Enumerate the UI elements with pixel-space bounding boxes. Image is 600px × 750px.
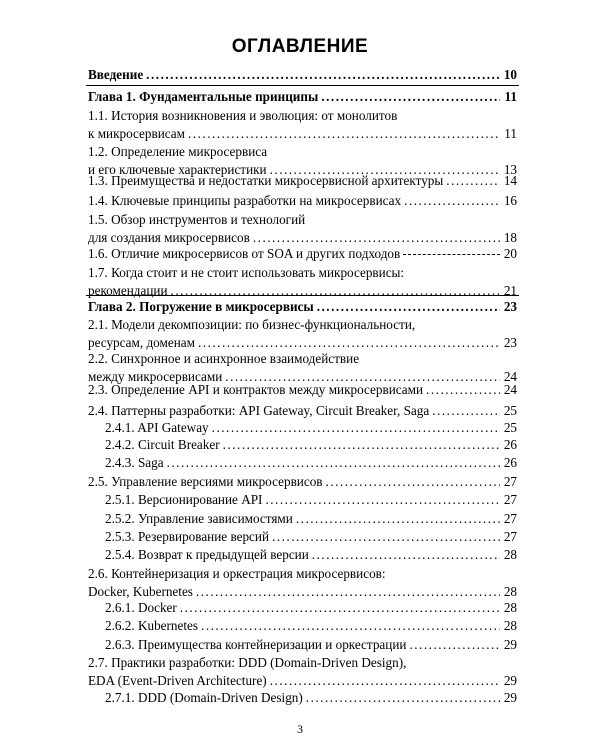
toc-page-number: 27: [503, 511, 517, 526]
toc-entry[interactable]: [88, 107, 517, 142]
toc-entry[interactable]: [88, 381, 517, 399]
dot-leader: [403, 254, 500, 255]
toc-entry[interactable]: [105, 617, 517, 635]
toc-entry-text: EDA (Event-Driven Architecture): [88, 672, 267, 688]
toc-page-number: 11: [504, 89, 517, 104]
toc-entry-text: 2.7. Практики разработки: DDD (Domain-Driven Design),: [88, 655, 407, 670]
toc-entry-text: 2.5. Управление версиями микросервисов: [88, 474, 323, 489]
toc-entry[interactable]: [105, 636, 517, 654]
toc-entry-text: 2.4. Паттерны разработки: API Gateway, Circuit Breaker, Saga: [88, 403, 430, 418]
toc-page-number: 29: [503, 690, 517, 705]
toc-page-number: 14: [503, 173, 517, 188]
toc-entry-text: Глава 1. Фундаментальные принципы: [88, 89, 319, 104]
toc-entry-text: 2.6.1. Docker: [105, 600, 177, 615]
toc-entry[interactable]: [88, 192, 517, 210]
toc-entry-text: рекомендации: [88, 282, 168, 298]
toc-entry-text: 2.6.3. Преимущества контейнеризации и оркестрации: [105, 637, 407, 652]
toc-entry[interactable]: [105, 419, 517, 437]
toc-entry[interactable]: [105, 454, 517, 472]
toc-entry[interactable]: [88, 172, 517, 190]
toc-entry-text: Введение: [88, 67, 144, 82]
toc-page-number: 28: [503, 547, 517, 562]
toc-entry-text: 1.6. Отличие микросервисов от SOA и других подходов: [88, 246, 401, 261]
page-title: ОГЛАВЛЕНИЕ: [231, 36, 369, 57]
toc-entry-text: к микросервисам: [88, 125, 185, 141]
toc-page-number: 27: [503, 492, 517, 507]
toc-page-number: 18: [503, 229, 517, 245]
toc-entry[interactable]: [105, 436, 517, 454]
toc-entry-text: 1.5. Обзор инструментов и технологий: [88, 212, 306, 227]
toc-entry[interactable]: [88, 88, 517, 106]
table-of-contents: [88, 0, 517, 705]
toc-entry-text: 1.2. Определение микросервиса: [88, 144, 268, 159]
dot-leader: [180, 599, 500, 617]
toc-entry[interactable]: [88, 316, 517, 351]
toc-entry-text: 2.5.1. Версионирование API: [105, 492, 263, 507]
toc-page-number: 25: [503, 403, 517, 418]
dot-leader: [306, 689, 500, 707]
toc-page-number: 26: [503, 455, 517, 470]
toc-entry[interactable]: [88, 245, 517, 263]
toc-entry[interactable]: [88, 565, 517, 600]
dot-leader: [326, 473, 500, 491]
toc-page-number: 28: [503, 583, 517, 599]
dot-leader: [432, 402, 500, 420]
toc-page-number: 13: [503, 161, 517, 177]
toc-entry[interactable]: [88, 350, 517, 385]
toc-page-number: 10: [503, 67, 517, 82]
toc-entry[interactable]: [88, 654, 517, 689]
toc-entry-text: 2.6.2. Kubernetes: [105, 618, 199, 633]
toc-entry-text: 2.3. Определение API и контрактов между микросервисами: [88, 382, 424, 397]
toc-page-number: 27: [503, 474, 517, 489]
toc-entry-text: 1.4. Ключевые принципы разработки на микросервисах: [88, 193, 402, 208]
dot-leader: [196, 583, 500, 601]
toc-page-number: 24: [503, 382, 517, 397]
dot-leader: [404, 192, 500, 210]
dot-leader: [426, 381, 500, 399]
toc-entry-text: 2.4.1. API Gateway: [105, 420, 209, 435]
dot-leader: [446, 172, 500, 190]
toc-page-number: 16: [503, 193, 517, 208]
toc-entry-text: 1.7. Когда стоит и не стоит использовать микросервисы:: [88, 265, 405, 280]
toc-entry-text: Docker, Kubernetes: [88, 583, 193, 599]
toc-page-number: 26: [503, 437, 517, 452]
toc-entry[interactable]: [88, 298, 517, 316]
toc-entry-text: и его ключевые характеристики: [88, 161, 267, 177]
dot-leader: [223, 436, 500, 454]
dot-leader: [272, 528, 500, 546]
toc-page-number: 21: [503, 282, 517, 298]
toc-entry[interactable]: [105, 491, 517, 509]
toc-entry-text: 2.4.3. Saga: [105, 455, 164, 470]
dot-leader: [253, 229, 500, 247]
toc-entry-text: 2.5.3. Резервирование версий: [105, 529, 270, 544]
toc-page-number: 11: [504, 125, 517, 141]
toc-page-number: 24: [503, 368, 517, 384]
dot-leader: [270, 672, 500, 690]
toc-entry[interactable]: [105, 546, 517, 564]
toc-entry-text: 2.5.4. Возврат к предыдущей версии: [105, 547, 309, 562]
toc-entry-text: 2.5.2. Управление зависимостями: [105, 511, 293, 526]
toc-entry-text: между микросервисами: [88, 368, 223, 384]
toc-page-number: 28: [503, 618, 517, 633]
toc-page-number: 23: [503, 299, 517, 314]
toc-entry-text: ресурсам, доменам: [88, 334, 195, 350]
toc-entry-text: 1.3. Преимущества и недостатки микросервисной архитектуры: [88, 173, 444, 188]
toc-entry[interactable]: [105, 689, 517, 707]
toc-entry[interactable]: [105, 528, 517, 546]
dot-leader: [409, 636, 500, 654]
toc-entry[interactable]: [105, 510, 517, 528]
toc-entry-text: 2.2. Синхронное и асинхронное взаимодействие: [88, 351, 360, 366]
toc-page-number: 28: [503, 600, 517, 615]
toc-entry-text: 2.6. Контейнеризация и оркестрация микросервисов:: [88, 566, 386, 581]
toc-entry[interactable]: [88, 402, 517, 420]
toc-page-number: 29: [503, 672, 517, 688]
toc-entry-text: 1.1. История возникновения и эволюция: от монолитов: [88, 108, 398, 123]
toc-entry-text: для создания микросервисов: [88, 229, 250, 245]
toc-entry[interactable]: [88, 211, 517, 246]
dot-leader: [312, 546, 500, 564]
toc-page-number: 27: [503, 529, 517, 544]
toc-entry[interactable]: [88, 264, 517, 299]
dot-leader: [317, 298, 500, 316]
dot-leader: [321, 88, 500, 106]
dot-leader: [212, 419, 500, 437]
toc-entry-text: 2.4.2. Circuit Breaker: [105, 437, 220, 452]
dot-leader: [171, 282, 500, 300]
dot-leader: [188, 125, 500, 143]
toc-entry[interactable]: [88, 66, 517, 84]
dot-leader: [265, 491, 500, 509]
dot-leader: [167, 454, 500, 472]
dot-leader: [296, 510, 500, 528]
toc-page-number: 23: [503, 334, 517, 350]
toc-entry[interactable]: [105, 599, 517, 617]
dot-leader: [201, 617, 500, 635]
toc-entry-text: 2.7.1. DDD (Domain-Driven Design): [105, 690, 303, 705]
toc-entry[interactable]: [88, 473, 517, 491]
page-number: 3: [297, 722, 303, 736]
toc-entry-text: Глава 2. Погружение в микросервисы: [88, 299, 314, 314]
dot-leader: [198, 334, 500, 352]
toc-page-number: 25: [503, 420, 517, 435]
toc-entry-text: 2.1. Модели декомпозиции: по бизнес-функциональности,: [88, 317, 416, 332]
dot-leader: [146, 66, 500, 84]
toc-page-number: 20: [503, 246, 517, 261]
toc-page-number: 29: [503, 637, 517, 652]
